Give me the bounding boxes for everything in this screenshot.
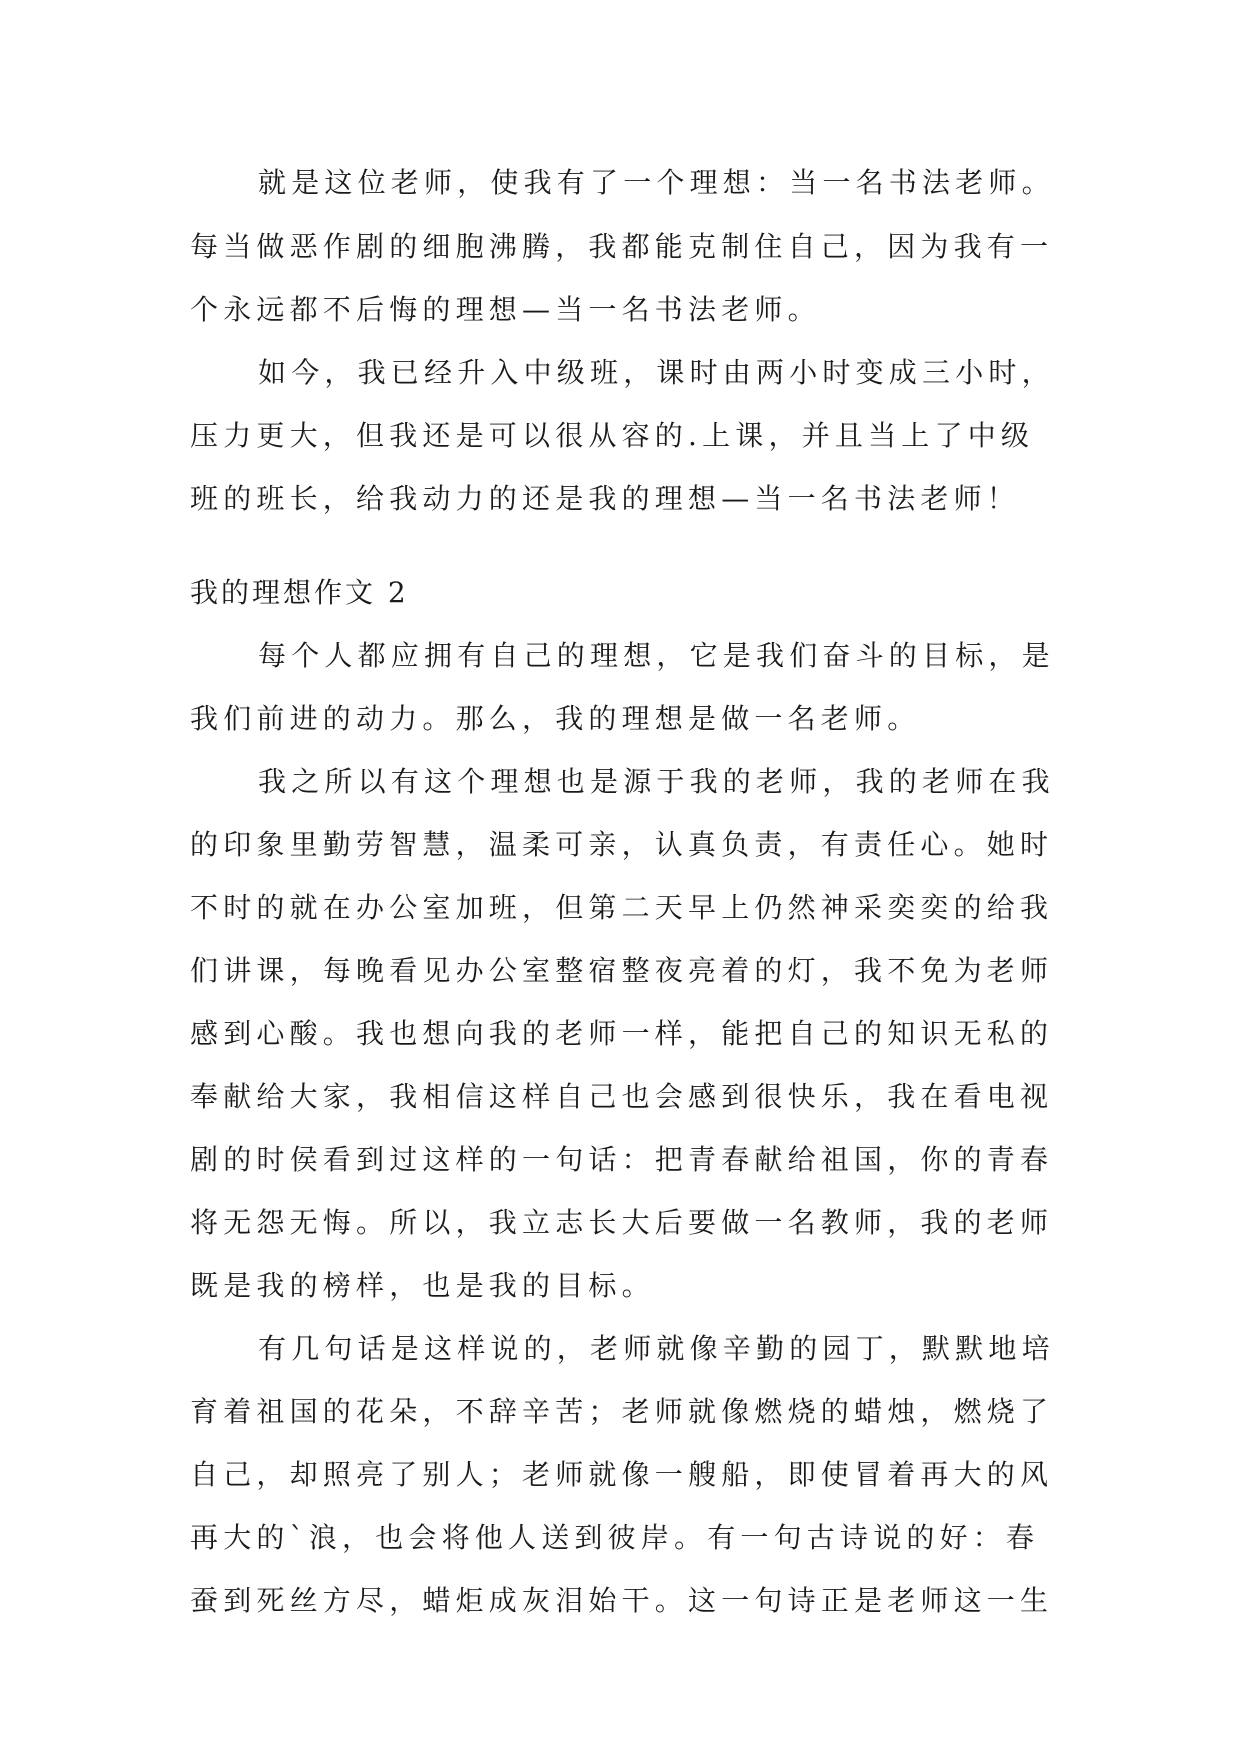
paragraph-line: 再大的`浪，也会将他人送到彼岸。有一句古诗说的好：春 bbox=[190, 1521, 1040, 1554]
paragraph-line: 的印象里勤劳智慧，温柔可亲，认真负责，有责任心。她时 bbox=[190, 828, 1054, 861]
paragraph-line: 蚕到死丝方尽，蜡炬成灰泪始干。这一句诗正是老师这一生 bbox=[190, 1584, 1054, 1617]
paragraph-line: 剧的时侯看到过这样的一句话：把青春献给祖国，你的青春 bbox=[190, 1143, 1054, 1176]
paragraph-line: 个永远都不后悔的理想—当一名书法老师。 bbox=[190, 293, 821, 326]
paragraph-line: 每当做恶作剧的细胞沸腾，我都能克制住自己，因为我有一 bbox=[190, 230, 1054, 263]
paragraph-line: 我们前进的动力。那么，我的理想是做一名老师。 bbox=[190, 702, 921, 735]
section-heading: 我的理想作文 2 bbox=[190, 576, 409, 609]
paragraph-line: 感到心酸。我也想向我的老师一样，能把自己的知识无私的 bbox=[190, 1017, 1054, 1050]
paragraph-line: 将无怨无悔。所以，我立志长大后要做一名教师，我的老师 bbox=[190, 1206, 1054, 1239]
paragraph-line: 奉献给大家，我相信这样自己也会感到很快乐，我在看电视 bbox=[190, 1080, 1054, 1113]
paragraph-line: 既是我的榜样，也是我的目标。 bbox=[190, 1269, 655, 1302]
paragraph-line: 如今，我已经升入中级班，课时由两小时变成三小时， bbox=[258, 356, 1055, 389]
paragraph-line: 我之所以有这个理想也是源于我的老师，我的老师在我 bbox=[258, 765, 1055, 798]
paragraph-line: 就是这位老师，使我有了一个理想：当一名书法老师。 bbox=[258, 166, 1055, 199]
paragraph-line: 压力更大，但我还是可以很从容的.上课，并且当上了中级 bbox=[190, 419, 1035, 452]
paragraph-line: 自己，却照亮了别人；老师就像一艘船，即使冒着再大的风 bbox=[190, 1458, 1054, 1491]
paragraph-line: 每个人都应拥有自己的理想，它是我们奋斗的目标，是 bbox=[258, 639, 1055, 672]
paragraph-line: 有几句话是这样说的，老师就像辛勤的园丁，默默地培 bbox=[258, 1332, 1055, 1365]
paragraph-line: 班的班长，给我动力的还是我的理想—当一名书法老师！ bbox=[190, 482, 1021, 515]
paragraph-line: 不时的就在办公室加班，但第二天早上仍然神采奕奕的给我 bbox=[190, 891, 1054, 924]
paragraph-line: 们讲课，每晚看见办公室整宿整夜亮着的灯，我不免为老师 bbox=[190, 954, 1054, 987]
paragraph-line: 育着祖国的花朵，不辞辛苦；老师就像燃烧的蜡烛，燃烧了 bbox=[190, 1395, 1054, 1428]
